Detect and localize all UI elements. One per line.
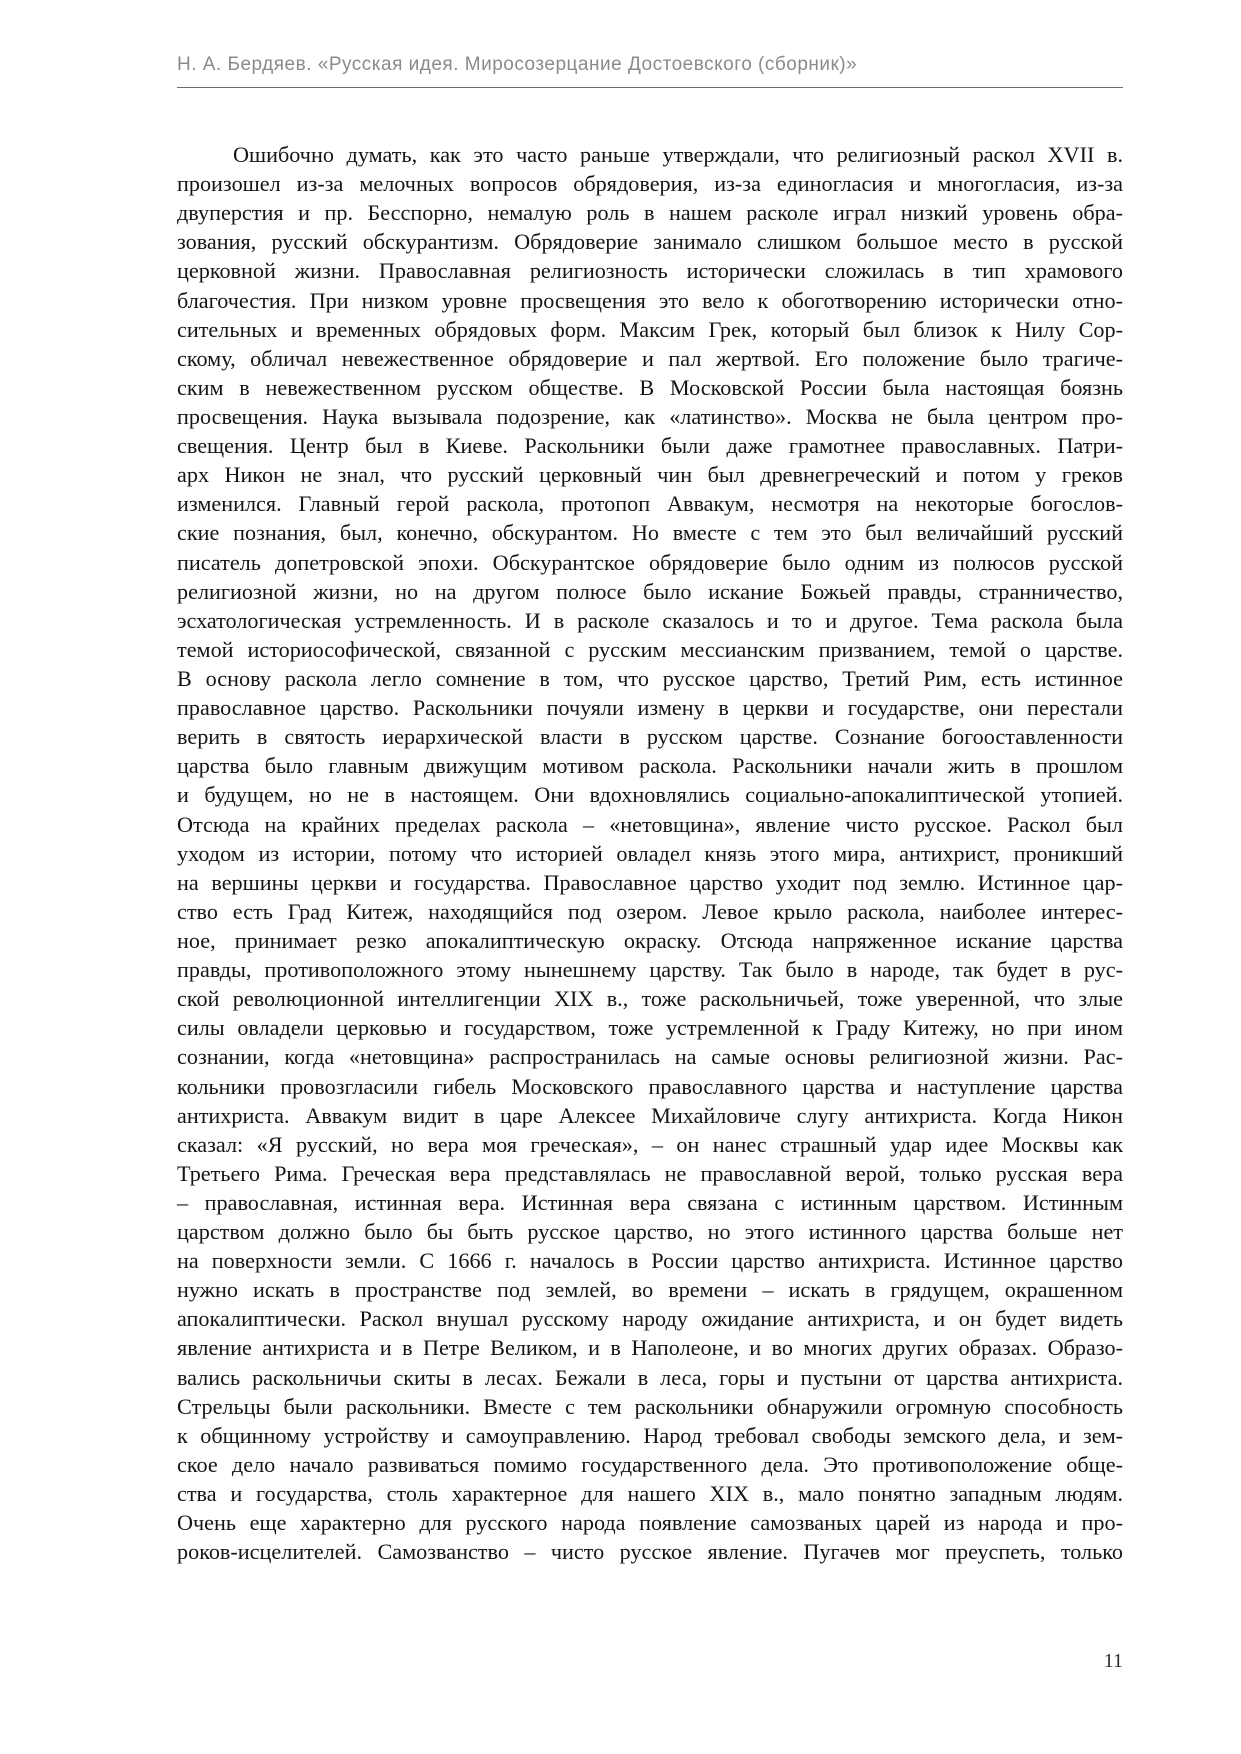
text-line: благочестия. При низком уровне просвещения это вело к обоготворению исторически отно- [177,287,1123,313]
text-line: ства и государства, столь характерное для нашего XIX в., мало понятно западным людям. [177,1481,1123,1507]
text-line: Третьего Рима. Греческая вера представлялась не православной верой, только русская вера [177,1160,1123,1186]
running-header-title: Н. А. Бердяев. «Русская идея. Миросозерцание Достоевского (сборник)» [177,54,858,75]
text-line: ство есть Град Китеж, находящийся под озером. Левое крыло раскола, наиболее интерес- [177,898,1123,924]
text-line: произошел из-за мелочных вопросов обрядоверия, из-за единогласия и многогласия, из-за [177,171,1123,197]
text-line: антихриста. Аввакум видит в царе Алексее Михайловиче слугу антихриста. Когда Никон [177,1102,1123,1128]
text-line: писатель допетровской эпохи. Обскурантское обрядоверие было одним из полюсов русской [177,549,1123,575]
text-line: православное царство. Раскольники почуяли измену в церкви и государстве, они перестали [177,695,1123,721]
text-line: к общинному устройству и самоуправлению. Народ требовал свободы земского дела, и зем- [177,1422,1123,1448]
page-number: 11 [1103,1650,1123,1672]
text-line: ские познания, был, конечно, обскурантом. Но вместе с тем это был величайший русский [177,520,1123,546]
text-line: свещения. Центр был в Киеве. Раскольники были даже грамотнее православных. Патри- [177,433,1123,459]
text-line: эсхатологическая устремленность. И в расколе сказалось и то и другое. Тема раскола была [177,607,1123,633]
text-line: ное, принимает резко апокалиптическую окраску. Отсюда напряженное искание царства [177,927,1123,953]
text-line: скому, обличал невежественное обрядоверие и пал жертвой. Его положение было трагиче- [177,345,1123,371]
text-line: религиозной жизни, но на другом полюсе было искание Божьей правды, странничество, [177,578,1123,604]
text-line: темой историософической, связанной с русским мессианским призванием, темой о царстве. [177,636,1123,662]
text-line: В основу раскола легло сомнение в том, что русское царство, Третий Рим, есть истинное [177,665,1123,691]
text-line: – православная, истинная вера. Истинная вера связана с истинным царством. Истинным [177,1189,1123,1215]
text-line: двуперстия и пр. Бесспорно, немалую роль в нашем расколе играл низкий уровень обра- [177,200,1123,226]
header-divider [177,87,1123,88]
text-line: верить в святость иерархической власти в русском царстве. Сознание богооставленности [177,724,1123,750]
text-line: на вершины церкви и государства. Православное царство уходит под землю. Истинное цар- [177,869,1123,895]
text-line: явление антихриста и в Петре Великом, и в Наполеоне, и во многих других образах. Образо- [177,1335,1123,1361]
text-line: сказал: «Я русский, но вера моя греческая», – он нанес страшный удар идее Москвы как [177,1131,1123,1157]
text-line: просвещения. Наука вызывала подозрение, как «латинство». Москва не была центром про- [177,403,1123,429]
text-line: апокалиптически. Раскол внушал русскому народу ожидание антихриста, и он будет видеть [177,1306,1123,1332]
text-line: ской революционной интеллигенции XIX в., тоже раскольничьей, тоже уверенной, что злые [177,986,1123,1012]
text-line: Стрельцы были раскольники. Вместе с тем раскольники обнаружили огромную способность [177,1393,1123,1419]
text-line: ским в невежественном русском обществе. В Московской России была настоящая боязнь [177,374,1123,400]
text-line: изменился. Главный герой раскола, протопоп Аввакум, несмотря на некоторые богослов- [177,491,1123,517]
text-line: царства было главным движущим мотивом раскола. Раскольники начали жить в прошлом [177,753,1123,779]
text-line: правды, противоположного этому нынешнему царству. Так было в народе, так будет в рус- [177,957,1123,983]
text-line: зования, русский обскурантизм. Обрядоверие занимало слишком большое место в русской [177,229,1123,255]
text-line: сительных и временных обрядовых форм. Максим Грек, который был близок к Нилу Сор- [177,316,1123,342]
text-line: Ошибочно думать, как это часто раньше утверждали, что религиозный раскол XVII в. [233,142,1123,167]
text-line: царством должно было бы быть русское царство, но этого истинного царства больше нет [177,1219,1123,1245]
text-line: вались раскольничьи скиты в лесах. Бежали в леса, горы и пустыни от царства антихриста. [177,1364,1123,1390]
text-line: церковной жизни. Православная религиозность исторически сложилась в тип храмового [177,258,1123,284]
text-line: силы овладели церковью и государством, тоже устремленной к Граду Китежу, но при ином [177,1015,1123,1041]
text-line: роков-исцелителей. Самозванство – чисто русское явление. Пугачев мог преуспеть, только [177,1539,1123,1565]
text-line: нужно искать в пространстве под землей, во времени – искать в грядущем, окрашенном [177,1277,1123,1303]
text-line: уходом из истории, потому что историей овладел князь этого мира, антихрист, проникший [177,840,1123,866]
text-line: Отсюда на крайних пределах раскола – «нетовщина», явление чисто русское. Раскол был [177,811,1123,837]
text-line: на поверхности земли. С 1666 г. началось в России царство антихриста. Истинное царство [177,1248,1123,1274]
body-paragraph [177,140,1123,1566]
text-line: Очень еще характерно для русского народа появление самозваных царей из народа и про- [177,1510,1123,1536]
text-line: сознании, когда «нетовщина» распространилась на самые основы религиозной жизни. Рас- [177,1044,1123,1070]
text-line: арх Никон не знал, что русский церковный чин был древнегреческий и потом у греков [177,462,1123,488]
text-line: и будущем, но не в настоящем. Они вдохновлялись социально-апокалиптической утопией. [177,782,1123,808]
text-line: кольники провозгласили гибель Московского православного царства и наступление царства [177,1073,1123,1099]
text-line: ское дело начало развиваться помимо государственного дела. Это противоположение обще- [177,1451,1123,1477]
